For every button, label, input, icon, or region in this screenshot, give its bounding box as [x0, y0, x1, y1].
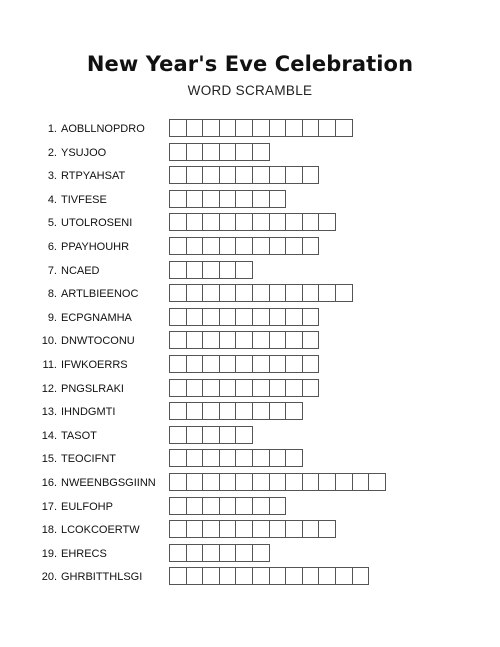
puzzle-row	[0, 213, 500, 237]
letter-box[interactable]	[219, 520, 237, 538]
puzzle-row	[0, 308, 500, 332]
puzzle-number: 16.	[41, 476, 57, 489]
letter-box[interactable]	[169, 567, 187, 585]
puzzle-row	[0, 143, 500, 167]
letter-box[interactable]	[186, 284, 204, 302]
letter-box[interactable]	[219, 497, 237, 515]
scrambled-word: GHRBITTHLSGI	[61, 571, 143, 584]
letter-box[interactable]	[318, 567, 336, 585]
letter-box[interactable]	[202, 119, 220, 137]
letter-box[interactable]	[235, 237, 253, 255]
letter-box[interactable]	[269, 355, 287, 373]
scrambled-word: IFWKOERRS	[61, 358, 128, 371]
letter-box[interactable]	[169, 331, 187, 349]
scrambled-word: ECPGNAMHA	[61, 311, 132, 324]
letter-box[interactable]	[269, 237, 287, 255]
answer-boxes	[169, 190, 285, 208]
puzzle-number: 20.	[41, 571, 57, 584]
letter-box[interactable]	[235, 379, 253, 397]
scrambled-word: NWEENBGSGIINN	[61, 476, 156, 489]
letter-box[interactable]	[186, 261, 204, 279]
letter-box[interactable]	[252, 143, 270, 161]
letter-box[interactable]	[169, 497, 187, 515]
letter-box[interactable]	[186, 379, 204, 397]
letter-box[interactable]	[219, 473, 237, 491]
letter-box[interactable]	[335, 119, 353, 137]
answer-boxes	[169, 497, 285, 515]
letter-box[interactable]	[269, 308, 287, 326]
letter-box[interactable]	[269, 520, 287, 538]
letter-box[interactable]	[318, 473, 336, 491]
letter-box[interactable]	[219, 544, 237, 562]
letter-box[interactable]	[219, 426, 237, 444]
letter-box[interactable]	[186, 497, 204, 515]
puzzle-row	[0, 119, 500, 143]
letter-box[interactable]	[186, 119, 204, 137]
letter-box[interactable]	[169, 449, 187, 467]
scrambled-word: PPAYHOUHR	[61, 240, 130, 253]
puzzle-row	[0, 497, 500, 521]
letter-box[interactable]	[202, 166, 220, 184]
letter-box[interactable]	[186, 449, 204, 467]
letter-box[interactable]	[219, 284, 237, 302]
puzzle-row	[0, 449, 500, 473]
scrambled-word: ARTLBIEENOC	[61, 288, 139, 301]
puzzle-number: 12.	[41, 382, 57, 395]
answer-boxes	[169, 473, 385, 491]
letter-box[interactable]	[318, 520, 336, 538]
letter-box[interactable]	[169, 473, 187, 491]
puzzle-number: 8.	[47, 288, 57, 301]
letter-box[interactable]	[219, 379, 237, 397]
letter-box[interactable]	[252, 497, 270, 515]
answer-boxes	[169, 166, 318, 184]
letter-box[interactable]	[235, 426, 253, 444]
letter-box[interactable]	[186, 213, 204, 231]
letter-box[interactable]	[235, 308, 253, 326]
scrambled-word: EHRECS	[61, 547, 107, 560]
letter-box[interactable]	[235, 473, 253, 491]
puzzle-row	[0, 402, 500, 426]
letter-box[interactable]	[252, 449, 270, 467]
letter-box[interactable]	[252, 331, 270, 349]
letter-box[interactable]	[219, 355, 237, 373]
letter-box[interactable]	[219, 449, 237, 467]
letter-box[interactable]	[269, 119, 287, 137]
letter-box[interactable]	[318, 213, 336, 231]
letter-box[interactable]	[269, 213, 287, 231]
letter-box[interactable]	[202, 567, 220, 585]
letter-box[interactable]	[186, 166, 204, 184]
letter-box[interactable]	[285, 379, 303, 397]
puzzle-number: 9.	[47, 311, 57, 324]
letter-box[interactable]	[285, 473, 303, 491]
puzzle-row	[0, 331, 500, 355]
letter-box[interactable]	[285, 213, 303, 231]
answer-boxes	[169, 544, 269, 562]
letter-box[interactable]	[235, 544, 253, 562]
letter-box[interactable]	[252, 308, 270, 326]
letter-box[interactable]	[269, 497, 287, 515]
letter-box[interactable]	[235, 284, 253, 302]
puzzle-number: 10.	[41, 335, 57, 348]
letter-box[interactable]	[186, 331, 204, 349]
letter-box[interactable]	[252, 284, 270, 302]
letter-box[interactable]	[285, 284, 303, 302]
letter-box[interactable]	[186, 308, 204, 326]
letter-box[interactable]	[169, 143, 187, 161]
letter-box[interactable]	[269, 166, 287, 184]
answer-boxes	[169, 119, 352, 137]
answer-boxes	[169, 213, 335, 231]
letter-box[interactable]	[318, 284, 336, 302]
letter-box[interactable]	[202, 331, 220, 349]
letter-box[interactable]	[169, 284, 187, 302]
letter-box[interactable]	[186, 544, 204, 562]
scrambled-word: NCAED	[61, 264, 100, 277]
letter-box[interactable]	[269, 284, 287, 302]
letter-box[interactable]	[235, 190, 253, 208]
letter-box[interactable]	[219, 190, 237, 208]
puzzle-row	[0, 473, 500, 497]
answer-boxes	[169, 449, 302, 467]
letter-box[interactable]	[368, 473, 386, 491]
letter-box[interactable]	[285, 567, 303, 585]
letter-box[interactable]	[186, 520, 204, 538]
letter-box[interactable]	[302, 520, 320, 538]
letter-box[interactable]	[302, 473, 320, 491]
letter-box[interactable]	[219, 261, 237, 279]
letter-box[interactable]	[285, 331, 303, 349]
letter-box[interactable]	[302, 237, 320, 255]
puzzle-number: 17.	[41, 500, 57, 513]
answer-boxes	[169, 520, 335, 538]
letter-box[interactable]	[202, 544, 220, 562]
answer-boxes	[169, 308, 318, 326]
page-subtitle: WORD SCRAMBLE	[187, 83, 313, 98]
scrambled-word: PNGSLRAKI	[61, 382, 124, 395]
letter-box[interactable]	[269, 449, 287, 467]
letter-box[interactable]	[252, 379, 270, 397]
letter-box[interactable]	[352, 567, 370, 585]
puzzle-number: 19.	[41, 547, 57, 560]
puzzle-row	[0, 261, 500, 285]
scrambled-word: EULFOHP	[61, 500, 113, 513]
letter-box[interactable]	[252, 190, 270, 208]
puzzle-row	[0, 379, 500, 403]
letter-box[interactable]	[202, 449, 220, 467]
letter-box[interactable]	[285, 237, 303, 255]
letter-box[interactable]	[285, 402, 303, 420]
letter-box[interactable]	[302, 213, 320, 231]
letter-box[interactable]	[302, 355, 320, 373]
letter-box[interactable]	[252, 567, 270, 585]
letter-box[interactable]	[202, 497, 220, 515]
letter-box[interactable]	[186, 190, 204, 208]
letter-box[interactable]	[269, 331, 287, 349]
puzzle-number: 18.	[41, 524, 57, 537]
page-title: New Year's Eve Celebration	[86, 52, 414, 76]
letter-box[interactable]	[169, 308, 187, 326]
letter-box[interactable]	[202, 355, 220, 373]
letter-box[interactable]	[285, 355, 303, 373]
letter-box[interactable]	[202, 284, 220, 302]
puzzle-number: 5.	[47, 217, 57, 230]
scrambled-word: TIVFESE	[61, 193, 107, 206]
letter-box[interactable]	[285, 166, 303, 184]
scrambled-word: UTOLROSENI	[61, 217, 133, 230]
letter-box[interactable]	[186, 143, 204, 161]
scrambled-word: IHNDGMTI	[61, 406, 116, 419]
puzzle-number: 1.	[47, 123, 57, 135]
letter-box[interactable]	[235, 119, 253, 137]
letter-box[interactable]	[219, 567, 237, 585]
puzzle-row	[0, 284, 500, 308]
letter-box[interactable]	[269, 402, 287, 420]
puzzle-number: 11.	[42, 358, 57, 371]
letter-box[interactable]	[235, 520, 253, 538]
letter-box[interactable]	[169, 426, 187, 444]
letter-box[interactable]	[169, 190, 187, 208]
puzzle-number: 6.	[47, 240, 57, 253]
letter-box[interactable]	[302, 166, 320, 184]
puzzle-row	[0, 237, 500, 261]
letter-box[interactable]	[202, 379, 220, 397]
scrambled-word: TEOCIFNT	[61, 453, 116, 466]
puzzle-row	[0, 190, 500, 214]
letter-box[interactable]	[219, 331, 237, 349]
letter-box[interactable]	[219, 308, 237, 326]
letter-box[interactable]	[169, 379, 187, 397]
puzzle-number: 4.	[47, 193, 57, 206]
letter-box[interactable]	[169, 166, 187, 184]
puzzle-row	[0, 426, 500, 450]
letter-box[interactable]	[252, 473, 270, 491]
puzzle-row	[0, 355, 500, 379]
letter-box[interactable]	[235, 567, 253, 585]
letter-box[interactable]	[335, 567, 353, 585]
letter-box[interactable]	[235, 449, 253, 467]
puzzle-row	[0, 544, 500, 568]
letter-box[interactable]	[169, 520, 187, 538]
letter-box[interactable]	[252, 166, 270, 184]
letter-box[interactable]	[252, 237, 270, 255]
answer-boxes	[169, 379, 318, 397]
letter-box[interactable]	[219, 402, 237, 420]
puzzle-number: 14.	[41, 429, 57, 442]
answer-boxes	[169, 567, 368, 585]
puzzle-number: 2.	[47, 146, 57, 159]
letter-box[interactable]	[252, 544, 270, 562]
letter-box[interactable]	[186, 237, 204, 255]
letter-box[interactable]	[252, 119, 270, 137]
letter-box[interactable]	[269, 473, 287, 491]
letter-box[interactable]	[202, 190, 220, 208]
answer-boxes	[169, 237, 318, 255]
answer-boxes	[169, 143, 269, 161]
letter-box[interactable]	[285, 449, 303, 467]
puzzle-list	[0, 119, 500, 591]
letter-box[interactable]	[252, 402, 270, 420]
letter-box[interactable]	[235, 331, 253, 349]
answer-boxes	[169, 426, 252, 444]
puzzle-number: 15.	[41, 453, 57, 466]
letter-box[interactable]	[302, 379, 320, 397]
letter-box[interactable]	[235, 261, 253, 279]
letter-box[interactable]	[202, 473, 220, 491]
letter-box[interactable]	[186, 426, 204, 444]
letter-box[interactable]	[302, 331, 320, 349]
letter-box[interactable]	[235, 143, 253, 161]
letter-box[interactable]	[169, 544, 187, 562]
letter-box[interactable]	[219, 166, 237, 184]
letter-box[interactable]	[202, 426, 220, 444]
letter-box[interactable]	[269, 190, 287, 208]
letter-box[interactable]	[186, 473, 204, 491]
letter-box[interactable]	[335, 284, 353, 302]
letter-box[interactable]	[219, 237, 237, 255]
letter-box[interactable]	[285, 520, 303, 538]
letter-box[interactable]	[352, 473, 370, 491]
letter-box[interactable]	[202, 520, 220, 538]
letter-box[interactable]	[219, 143, 237, 161]
puzzle-number: 13.	[41, 406, 57, 419]
letter-box[interactable]	[202, 308, 220, 326]
letter-box[interactable]	[169, 119, 187, 137]
letter-box[interactable]	[186, 567, 204, 585]
letter-box[interactable]	[335, 473, 353, 491]
letter-box[interactable]	[169, 402, 187, 420]
answer-boxes	[169, 331, 318, 349]
puzzle-number: 3.	[47, 170, 57, 183]
letter-box[interactable]	[186, 355, 204, 373]
scrambled-word: DNWTOCONU	[61, 335, 135, 348]
scrambled-word: TASOT	[61, 429, 97, 442]
letter-box[interactable]	[302, 308, 320, 326]
letter-box[interactable]	[269, 379, 287, 397]
letter-box[interactable]	[235, 497, 253, 515]
scrambled-word: YSUJOO	[61, 146, 107, 159]
letter-box[interactable]	[302, 119, 320, 137]
answer-boxes	[169, 402, 302, 420]
letter-box[interactable]	[186, 402, 204, 420]
letter-box[interactable]	[252, 213, 270, 231]
puzzle-row	[0, 520, 500, 544]
letter-box[interactable]	[269, 567, 287, 585]
puzzle-number: 7.	[47, 264, 57, 277]
letter-box[interactable]	[235, 355, 253, 373]
puzzle-row	[0, 567, 500, 591]
letter-box[interactable]	[169, 355, 187, 373]
letter-box[interactable]	[202, 402, 220, 420]
letter-box[interactable]	[235, 166, 253, 184]
letter-box[interactable]	[302, 567, 320, 585]
letter-box[interactable]	[235, 402, 253, 420]
letter-box[interactable]	[219, 119, 237, 137]
letter-box[interactable]	[169, 261, 187, 279]
letter-box[interactable]	[235, 213, 253, 231]
scrambled-word: AOBLLNOPDRO	[61, 123, 145, 135]
letter-box[interactable]	[219, 213, 237, 231]
answer-boxes	[169, 261, 252, 279]
scrambled-word: RTPYAHSAT	[61, 170, 126, 183]
answer-boxes	[169, 284, 352, 302]
letter-box[interactable]	[202, 261, 220, 279]
letter-box[interactable]	[302, 284, 320, 302]
letter-box[interactable]	[169, 237, 187, 255]
letter-box[interactable]	[202, 143, 220, 161]
letter-box[interactable]	[169, 213, 187, 231]
scrambled-word: LCOKCOERTW	[61, 524, 140, 537]
letter-box[interactable]	[318, 119, 336, 137]
letter-box[interactable]	[202, 213, 220, 231]
letter-box[interactable]	[252, 520, 270, 538]
letter-box[interactable]	[252, 355, 270, 373]
letter-box[interactable]	[285, 308, 303, 326]
letter-box[interactable]	[285, 119, 303, 137]
letter-box[interactable]	[202, 237, 220, 255]
puzzle-row	[0, 166, 500, 190]
answer-boxes	[169, 355, 318, 373]
